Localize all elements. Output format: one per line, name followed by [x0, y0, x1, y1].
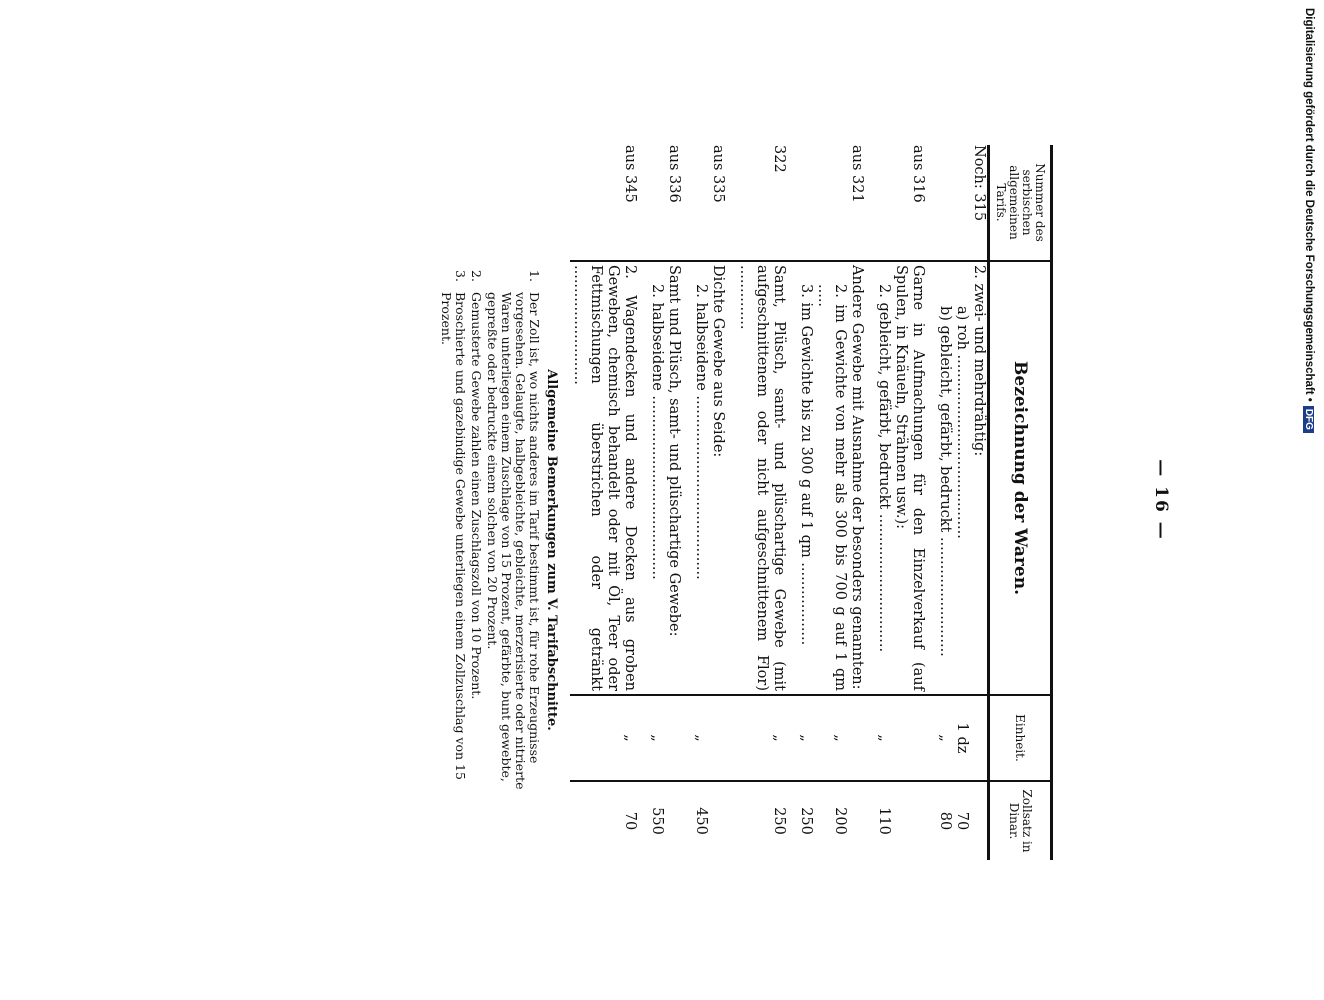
- duty-rate: 70: [622, 811, 638, 831]
- spacer-cell: [638, 781, 648, 860]
- document-page: [83, 130, 1183, 870]
- digitization-credit: [1300, 8, 1318, 428]
- tariff-number: aus 316: [892, 145, 926, 261]
- goods-description: Samt und Plüsch, samt- und plüschartige Gewebe:: [665, 261, 682, 695]
- spacer-cell: [682, 145, 692, 261]
- spacer-cell: [865, 695, 875, 781]
- table-row: [953, 145, 970, 860]
- remark-text: Gemusterte Gewebe zahlen einen Zuschlagszoll von 10 Prozent.: [469, 292, 484, 700]
- remark-number: 2.: [469, 270, 484, 282]
- duty-rate: 200: [832, 807, 848, 835]
- unit-cell: [665, 695, 682, 781]
- goods-description: 2. Wagendecken und andere Decken aus groben Geweben, chemisch behandelt oder mit Öl, Teer oder Fettmischungen überstrichen oder getränkt ..........................: [570, 261, 638, 695]
- duty-rate: [848, 781, 865, 860]
- spacer-cell: [865, 145, 875, 261]
- duty-rate: 550: [649, 807, 665, 835]
- spacer-cell: [638, 261, 648, 695]
- table-header-row: [989, 145, 1052, 860]
- duty-rate: 70: [954, 811, 970, 831]
- row-spacer: [926, 145, 936, 860]
- credit-text: Digitalisierung gefördert durch die Deutsche Forschungsgemeinschaft •: [1303, 8, 1315, 402]
- unit-cell: „: [648, 695, 665, 781]
- table-row: [936, 145, 953, 860]
- goods-description: a) roh ........................................: [953, 261, 970, 695]
- row-spacer: [865, 145, 875, 860]
- table-row: [848, 145, 865, 860]
- remark-number: 3.: [453, 270, 468, 282]
- table-row: [665, 145, 682, 860]
- tariff-number: 322: [736, 145, 787, 261]
- remark-text: Der Zoll ist, wo nichts anderes im Tarif bestimmt ist, für rohe Erzeugnisse vorgesehen. Gelaugte, halbgebleichte, gebleichte, merzerisierte oder nitrierte Waren unterliegen einem Zuschlage von 15 Prozent, gefärbte, bunt gewebte, gepreßte oder bedruckte einem solchen von 20 Prozent.: [485, 292, 542, 790]
- goods-description: 3. im Gewichte bis zu 300 g auf 1 qm ..................: [797, 261, 814, 695]
- table-row: [709, 145, 726, 860]
- duty-rate: 450: [693, 807, 709, 835]
- spacer-cell: [682, 261, 692, 695]
- header-description: Bezeichnung der Waren.: [989, 261, 1052, 695]
- unit-cell: „: [936, 695, 953, 781]
- spacer-cell: [787, 145, 797, 261]
- table-row: [892, 145, 926, 860]
- goods-description: Andere Gewebe mit Ausnahme der besonders genannten:: [848, 261, 865, 695]
- remarks-title: Allgemeine Bemerkungen zum V. Tarifabschnitte.: [544, 369, 559, 731]
- unit-cell: „: [814, 695, 848, 781]
- remarks-list: [439, 270, 541, 830]
- remark-item: [439, 270, 467, 830]
- goods-description: 2. halbseidene ........................................: [692, 261, 709, 695]
- tariff-number: [814, 145, 848, 261]
- table-row: [648, 145, 665, 860]
- row-spacer: [726, 145, 736, 860]
- tariff-number: [875, 145, 892, 261]
- tariff-number: aus 335: [709, 145, 726, 261]
- tariff-number: aus 345: [570, 145, 638, 261]
- spacer-cell: [638, 145, 648, 261]
- unit-cell: [970, 695, 989, 781]
- table-row: [875, 145, 892, 860]
- spacer-cell: [682, 781, 692, 860]
- tariff-number: [648, 145, 665, 261]
- remark-item: [469, 270, 483, 830]
- row-spacer: [787, 145, 797, 860]
- tariff-number: [797, 145, 814, 261]
- duty-rate: [970, 781, 989, 860]
- spacer-cell: [726, 781, 736, 860]
- spacer-cell: [865, 781, 875, 860]
- spacer-cell: [787, 781, 797, 860]
- row-spacer: [682, 145, 692, 860]
- spacer-cell: [726, 145, 736, 261]
- duty-rate: 80: [937, 811, 953, 831]
- table-body: [570, 145, 989, 860]
- tariff-number: [936, 145, 953, 261]
- goods-description: 2. zwei- und mehrdrähtig:: [970, 261, 989, 695]
- header-duty: Zollsatz in Dinar.: [1007, 789, 1034, 853]
- duty-rate: 250: [771, 807, 787, 835]
- spacer-cell: [865, 261, 875, 695]
- table-row: [736, 145, 787, 860]
- spacer-cell: [926, 145, 936, 261]
- table-row: [570, 145, 638, 860]
- table-row: [970, 145, 989, 860]
- goods-description: 2. halbseidene ........................................: [648, 261, 665, 695]
- tariff-number: [692, 145, 709, 261]
- remark-item: [485, 270, 541, 830]
- unit-cell: [848, 695, 865, 781]
- unit-cell: [892, 695, 926, 781]
- header-unit: Einheit.: [989, 695, 1052, 781]
- unit-cell: „: [570, 695, 638, 781]
- duty-rate: [665, 781, 682, 860]
- page-number: — 16 —: [1151, 459, 1171, 541]
- unit-cell: „: [875, 695, 892, 781]
- unit-cell: „: [797, 695, 814, 781]
- unit-cell: „: [736, 695, 787, 781]
- tariff-number: [953, 145, 970, 261]
- table-row: [692, 145, 709, 860]
- header-number: Nummer des serbischen allgemeinen Tarifs.: [989, 145, 1052, 261]
- spacer-cell: [726, 261, 736, 695]
- spacer-cell: [926, 261, 936, 695]
- spacer-cell: [787, 695, 797, 781]
- duty-rate: 250: [798, 807, 814, 835]
- remark-text: Broschierte und gazebindige Gewebe unterliegen einem Zollzuschlag von 15 Prozent.: [439, 292, 468, 780]
- unit-cell: [709, 695, 726, 781]
- goods-description: 2. gebleicht, gefärbt, bedruckt ..............................: [875, 261, 892, 695]
- spacer-cell: [787, 261, 797, 695]
- goods-description: 2. im Gewichte von mehr als 300 bis 700 g auf 1 qm .....: [814, 261, 848, 695]
- goods-description: Dichte Gewebe aus Seide:: [709, 261, 726, 695]
- spacer-cell: [926, 695, 936, 781]
- spacer-cell: [638, 695, 648, 781]
- row-spacer: [638, 145, 648, 860]
- goods-description: b) gebleicht, gefärbt, bedruckt ..........................: [936, 261, 953, 695]
- spacer-cell: [682, 695, 692, 781]
- unit-cell: 1 dz: [953, 695, 970, 781]
- unit-cell: „: [692, 695, 709, 781]
- remark-number: 1.: [527, 270, 542, 282]
- spacer-cell: [726, 695, 736, 781]
- tariff-number: aus 321: [848, 145, 865, 261]
- table-row: [814, 145, 848, 860]
- tariff-number: aus 336: [665, 145, 682, 261]
- duty-rate: [709, 781, 726, 860]
- dfg-logo: DFG: [1304, 406, 1315, 433]
- tariff-number: Noch: 315: [970, 145, 989, 261]
- table-row: [797, 145, 814, 860]
- duty-rate: [892, 781, 926, 860]
- goods-description: Garne in Aufmachungen für den Einzelverkauf (auf Spulen, in Knäueln, Strähnen usw.):: [892, 261, 926, 695]
- goods-description: Samt, Plüsch, samt- und plüschartige Gewebe (mit aufgeschnittenem oder nicht aufgeschnittenem Flor) ..............: [736, 261, 787, 695]
- tariff-table: [570, 145, 1053, 860]
- general-remarks: [437, 270, 564, 830]
- duty-rate: 110: [876, 807, 892, 835]
- spacer-cell: [926, 781, 936, 860]
